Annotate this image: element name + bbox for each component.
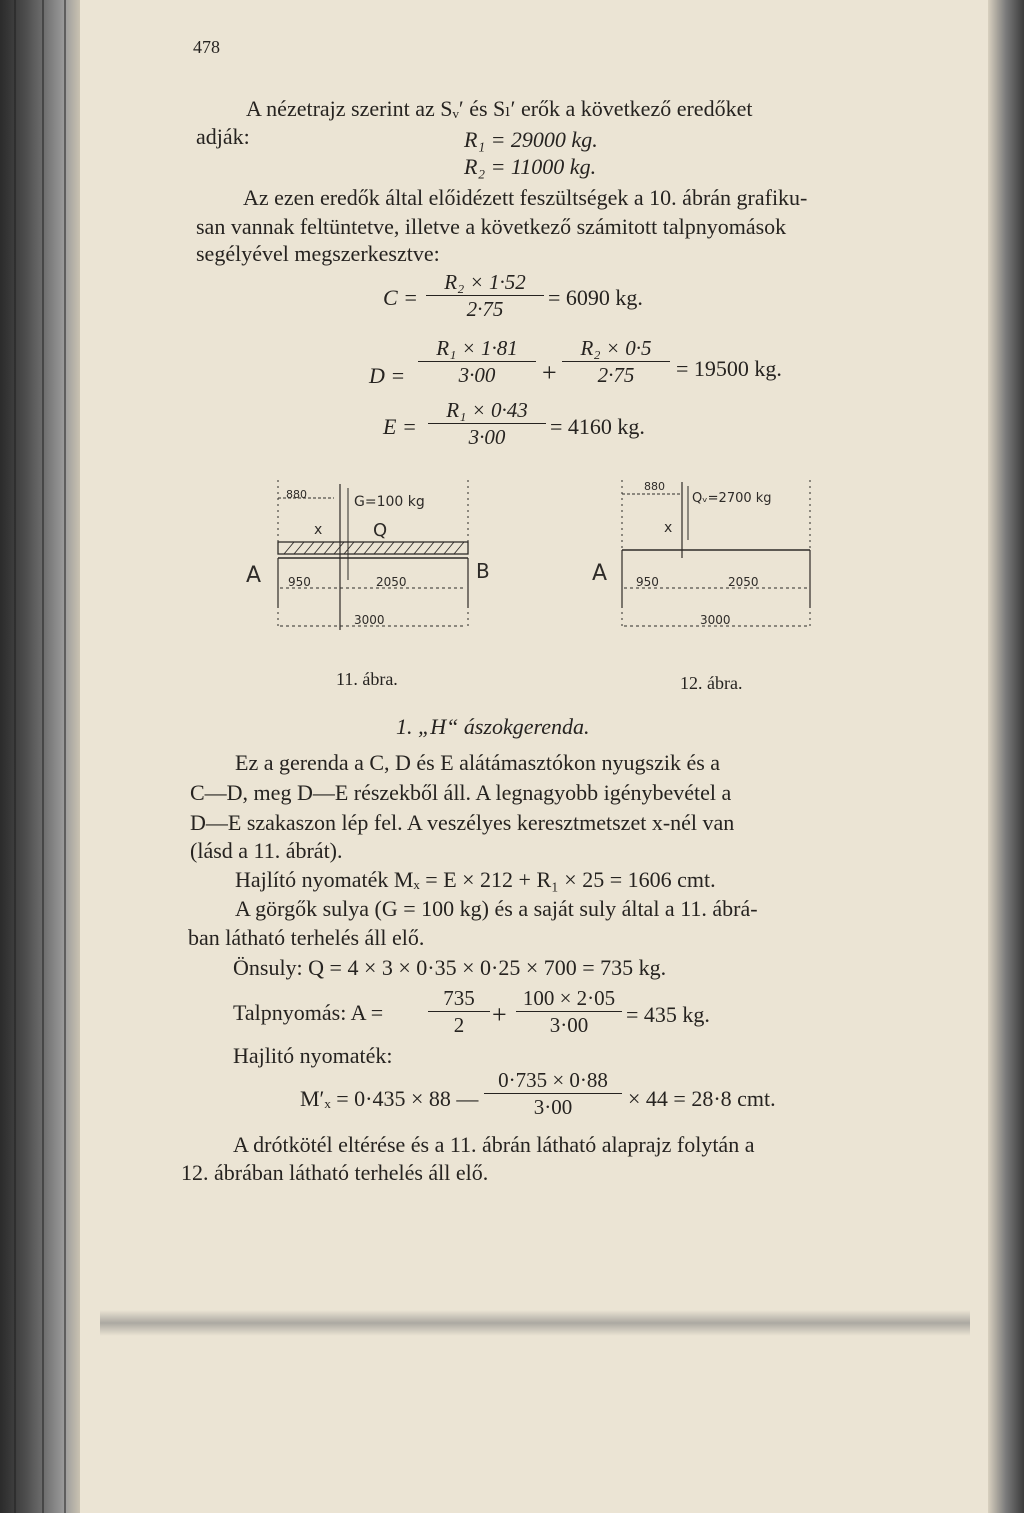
fig11-x-label: x <box>314 522 323 538</box>
bottom-smudge <box>100 1310 970 1336</box>
fraction-denominator: 3·00 <box>468 425 506 449</box>
equation-r1: R₁ = 29000 kg. <box>464 127 598 152</box>
fraction-denominator: 2·75 <box>597 363 635 387</box>
equation-m-lhs: M′ₓ = 0·435 × 88 — <box>300 1086 479 1111</box>
plus-sign: + <box>542 358 557 387</box>
fig12-load-label: Qᵥ=2700 kg <box>692 491 772 506</box>
fig12-dim-top: 880 <box>644 480 665 493</box>
fraction-denominator: 3·00 <box>549 1013 589 1037</box>
equation-r2: R₂ = 11000 kg. <box>464 154 597 179</box>
text-line: Az ezen eredők által előidézett feszültségek a 10. ábrán grafiku- <box>243 185 808 210</box>
fig11-load-label: G=100 kg <box>354 494 425 510</box>
equation-d-fraction-1 <box>418 336 536 387</box>
hatching <box>284 542 464 554</box>
text-line: san vannak feltüntetve, illetve a következő számitott talpnyomások <box>196 214 787 239</box>
fig11-q-label: Q <box>373 520 388 541</box>
text-line: A drótkötél eltérése és a 11. ábrán látható alaprajz folytán a <box>233 1132 755 1157</box>
spine-shadow-line <box>64 0 66 1513</box>
fraction-numerator: 0·735 × 0·88 <box>484 1068 622 1094</box>
fig12-x-label: x <box>664 520 673 536</box>
figure-12 <box>588 470 858 650</box>
equation-a-fraction-1 <box>428 986 490 1037</box>
equation-m-fraction <box>484 1068 622 1119</box>
equation-e-rhs: = 4160 kg. <box>550 414 645 439</box>
fig12-dim-left: 950 <box>636 575 659 589</box>
equation-d-rhs: = 19500 kg. <box>676 356 782 381</box>
equation-e-lhs: E = <box>383 414 417 439</box>
fig11-dim-total: 3000 <box>354 613 385 627</box>
figure-12-caption: 12. ábra. <box>680 673 743 693</box>
text-line: adják: <box>196 124 250 149</box>
plus-sign: + <box>492 1000 507 1029</box>
fig12-dim-right: 2050 <box>728 575 759 589</box>
figure-11-caption: 11. ábra. <box>336 669 398 689</box>
equation-d-fraction-2 <box>562 336 670 387</box>
fig12-support-a: A <box>592 561 608 586</box>
text-line: Önsuly: Q = 4 × 3 × 0·35 × 0·25 × 700 = 735 kg. <box>233 955 667 980</box>
text-line: (lásd a 11. ábrát). <box>190 838 343 863</box>
section-title: 1. „H“ ászokgerenda. <box>396 714 590 739</box>
figure-11-drawing <box>236 470 506 650</box>
text-line: Ez a gerenda a C, D és E alátámasztókon nyugszik és a <box>235 750 721 775</box>
text-line: D—E szakaszon lép fel. A veszélyes keresztmetszet x-nél van <box>190 810 735 835</box>
page-edge-right <box>988 0 1024 1513</box>
equation-c-rhs: = 6090 kg. <box>548 285 643 310</box>
equation-m-rhs: × 44 = 28·8 cmt. <box>628 1086 776 1111</box>
equation-a-rhs: = 435 kg. <box>626 1002 710 1027</box>
fraction-numerator: 735 <box>428 986 490 1012</box>
fig11-dim-top: 880 <box>286 488 307 501</box>
text-line: segélyével megszerkesztve: <box>196 241 440 266</box>
fraction-numerator: R₂ × 0·5 <box>562 336 670 362</box>
spine-shadow-line <box>14 0 16 1513</box>
fraction-denominator: 3·00 <box>458 363 496 387</box>
equation-c-lhs: C = <box>383 285 419 310</box>
text-line: Hajlitó nyomaték: <box>233 1043 393 1068</box>
book-spine <box>0 0 80 1513</box>
fraction-denominator: 3·00 <box>533 1095 573 1119</box>
fig11-dim-left: 950 <box>288 575 311 589</box>
text-line: ban látható terhelés áll elő. <box>188 925 425 950</box>
fig11-support-a: A <box>246 563 262 588</box>
equation-a-lhs: Talpnyomás: A = <box>233 1000 384 1025</box>
fraction-numerator: R₁ × 0·43 <box>428 398 546 424</box>
fig11-support-b: B <box>476 559 490 583</box>
fraction-denominator: 2·75 <box>466 297 504 321</box>
equation-e-fraction <box>428 398 546 449</box>
text-line: A nézetrajz szerint az Sᵥ′ és Sₗ′ erők a következő eredőket <box>246 96 753 121</box>
text-line: Hajlító nyomaték Mₓ = E × 212 + R₁ × 25 = 1606 cmt. <box>235 867 716 892</box>
spine-shadow-line <box>42 0 44 1513</box>
text-line: 12. ábrában látható terhelés áll elő. <box>181 1160 489 1185</box>
fig11-dim-right: 2050 <box>376 575 407 589</box>
fraction-numerator: R₁ × 1·81 <box>418 336 536 362</box>
figure-11 <box>236 470 506 650</box>
equation-c-fraction <box>426 270 544 321</box>
fraction-numerator: R₂ × 1·52 <box>426 270 544 296</box>
equation-d-lhs: D = <box>369 363 406 388</box>
page-number: 478 <box>193 37 220 57</box>
text-line: A görgők sulya (G = 100 kg) és a saját suly által a 11. ábrá- <box>235 896 758 921</box>
fig12-dim-total: 3000 <box>700 613 731 627</box>
fraction-numerator: 100 × 2·05 <box>516 986 622 1012</box>
figure-12-drawing <box>588 470 858 650</box>
text-line: C—D, meg D—E részekből áll. A legnagyobb igénybevétel a <box>190 780 732 805</box>
equation-a-fraction-2 <box>516 986 622 1037</box>
fraction-denominator: 2 <box>453 1013 465 1037</box>
